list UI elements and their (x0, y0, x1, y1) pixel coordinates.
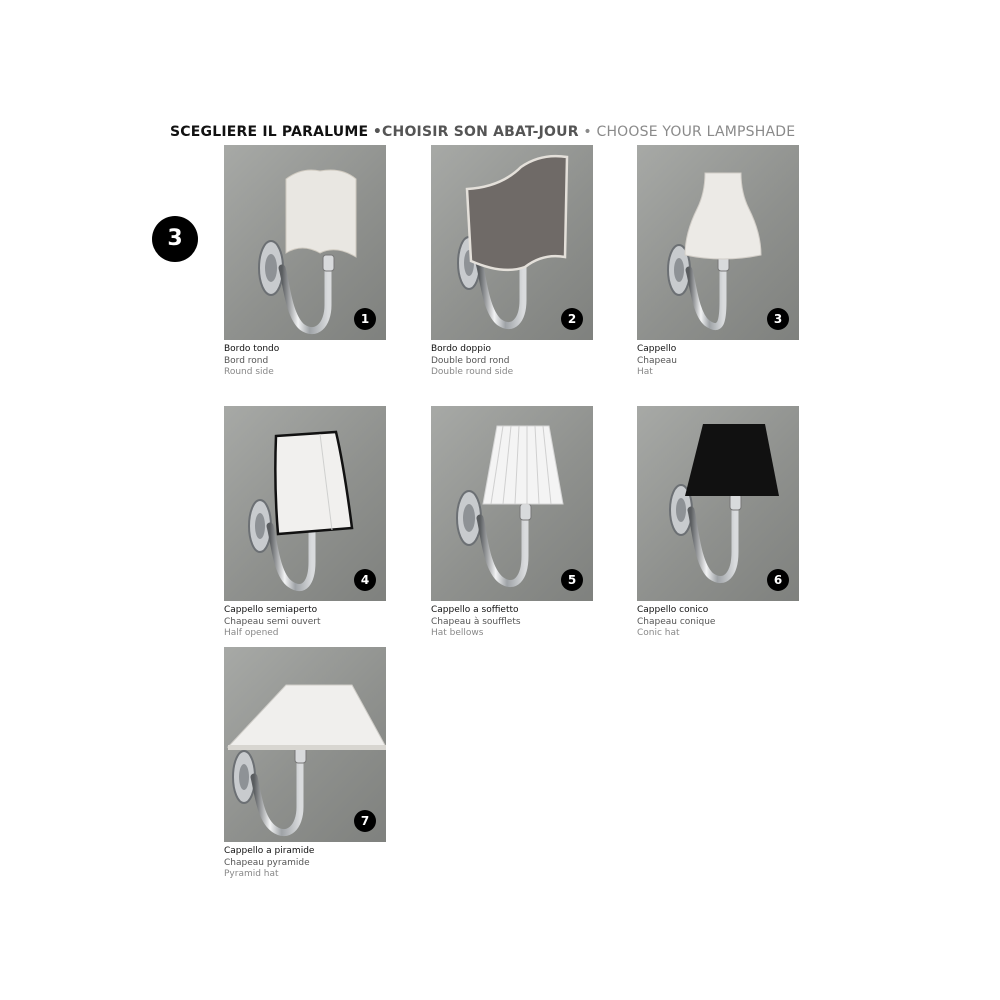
option-number-badge: 2 (561, 308, 583, 330)
caption-italian: Cappello conico (637, 605, 709, 615)
option-number-badge: 4 (354, 569, 376, 591)
round-side-shade (286, 170, 356, 257)
page-title (170, 124, 870, 144)
caption-french: Double bord rond (431, 355, 510, 366)
lampshade-photo (224, 145, 386, 340)
caption-french: Chapeau conique (637, 616, 716, 627)
option-number-badge: 7 (354, 810, 376, 832)
hat-shade (685, 173, 761, 259)
lampshade-option-5[interactable] (431, 406, 593, 640)
lampshade-option-3[interactable] (637, 145, 799, 379)
caption-french: Chapeau semi ouvert (224, 616, 321, 627)
title-italian: SCEGLIERE IL PARALUME (170, 124, 369, 140)
caption-french: Chapeau pyramide (224, 857, 310, 868)
caption-italian: Cappello a piramide (224, 846, 315, 856)
step-number-badge: 3 (152, 216, 198, 262)
lampshade-photo (224, 647, 386, 842)
caption-italian: Bordo tondo (224, 344, 280, 354)
option-number-badge: 6 (767, 569, 789, 591)
lampshade-photo (637, 145, 799, 340)
caption-italian: Cappello a soffietto (431, 605, 519, 615)
lampshade-option-7[interactable] (224, 647, 386, 881)
caption-italian: Cappello semiaperto (224, 605, 318, 615)
lampshade-option-1[interactable] (224, 145, 386, 379)
caption-english: Half opened (224, 628, 279, 638)
caption-french: Chapeau à soufflets (431, 616, 521, 627)
lampshade-photo (224, 406, 386, 601)
bellows-shade (483, 426, 563, 504)
caption-english: Conic hat (637, 628, 680, 638)
option-number-badge: 5 (561, 569, 583, 591)
wall-lamp-arm (233, 747, 306, 833)
caption-french: Bord rond (224, 355, 269, 366)
pyramid-hat-shade (228, 685, 386, 747)
caption-italian: Cappello (637, 344, 677, 354)
option-number-badge: 1 (354, 308, 376, 330)
lampshade-photo (431, 145, 593, 340)
caption-english: Double round side (431, 367, 514, 377)
wall-lamp-arm (457, 491, 531, 584)
caption-french: Chapeau (637, 355, 677, 366)
lampshade-option-6[interactable] (637, 406, 799, 640)
lampshade-option-2[interactable] (431, 145, 593, 379)
lampshade-option-4[interactable] (224, 406, 386, 640)
caption-english: Pyramid hat (224, 869, 279, 879)
wall-lamp-arm (670, 485, 741, 580)
conic-hat-shade (685, 424, 779, 496)
double-round-side-shade (467, 156, 567, 270)
half-opened-shade (275, 432, 352, 534)
title-french: •CHOISIR SON ABAT-JOUR (372, 124, 579, 140)
caption-italian: Bordo doppio (431, 344, 491, 354)
lampshade-photo (637, 406, 799, 601)
wall-lamp-arm (259, 241, 334, 331)
title-english: • CHOOSE YOUR LAMPSHADE (583, 124, 796, 140)
option-number-badge: 3 (767, 308, 789, 330)
caption-english: Hat bellows (431, 628, 484, 638)
caption-english: Hat (637, 367, 653, 377)
lampshade-photo (431, 406, 593, 601)
caption-english: Round side (224, 367, 274, 377)
